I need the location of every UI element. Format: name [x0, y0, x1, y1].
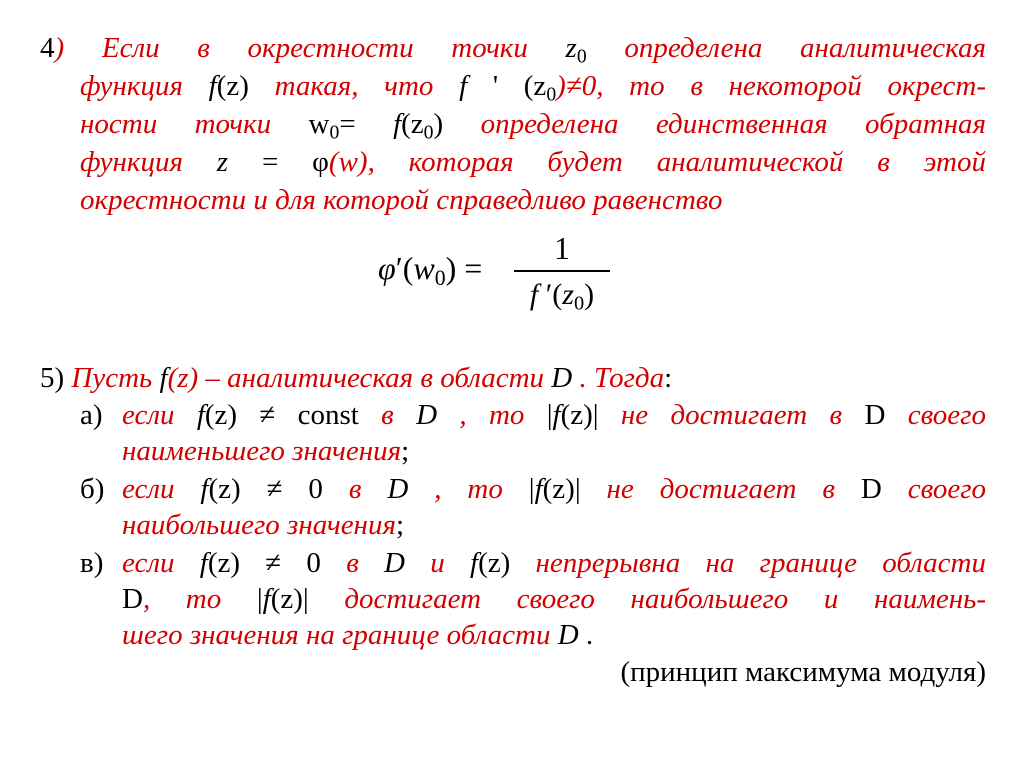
arg-z: (z) — [560, 399, 593, 431]
item4-text: определена аналитическая — [586, 32, 986, 64]
colon: : — [664, 362, 673, 394]
var-w: w — [308, 108, 330, 140]
item4-text: )≠0, то в некоторой окрест- — [556, 70, 986, 102]
var-D: D — [860, 473, 882, 505]
item4-text: определена единственная обратная — [443, 108, 986, 140]
item4-text: окрестности и для которой справедливо равенство — [80, 184, 723, 216]
var-D: D — [551, 362, 573, 394]
var-phi: φ — [312, 146, 329, 178]
item4-paren: ) — [54, 32, 65, 64]
abs-bar: | — [256, 583, 263, 615]
paren: ( — [402, 250, 414, 286]
numerator-value: 1 — [554, 230, 570, 266]
text: , то — [142, 583, 257, 615]
var-D: D — [864, 399, 886, 431]
not-zero: ≠ 0 — [240, 473, 349, 505]
arg-z: (z) — [208, 473, 241, 505]
abs-bar: | — [302, 583, 309, 615]
var-f: f — [534, 473, 543, 505]
arg-z: (z) — [270, 583, 303, 615]
text: и — [405, 547, 471, 579]
item5-text: (z) – аналитическая в области — [167, 362, 552, 394]
var-D: D — [557, 619, 579, 651]
item5-number: 5 — [40, 362, 55, 394]
text: если — [122, 547, 200, 579]
var-f: f — [459, 70, 493, 102]
sub-item-a-line1 — [122, 397, 986, 433]
formula-lhs — [378, 250, 482, 291]
subscript: 0 — [434, 266, 446, 291]
var-f: f — [393, 108, 402, 140]
equals-sign: = — [456, 250, 483, 286]
var-f: f — [196, 399, 205, 431]
text: в — [348, 473, 388, 505]
principle-caption: (принцип максимума модуля) — [620, 656, 986, 688]
text: , то — [437, 399, 547, 431]
arg-z: (z) — [207, 547, 241, 579]
abs-bar: | — [592, 399, 599, 431]
sub-item-c-line1 — [122, 545, 986, 581]
item5-paren: ) — [54, 362, 65, 394]
item4-text: (w), которая будет аналитической в этой — [328, 146, 987, 178]
semicolon: ; — [401, 435, 410, 467]
text: не достигает в — [598, 399, 865, 431]
arg-z: (z — [401, 108, 424, 140]
equals-sign: = — [228, 146, 313, 178]
var-f: f — [552, 399, 561, 431]
var-f: f — [208, 70, 217, 102]
item5-text: Пусть — [71, 362, 160, 394]
period: . — [578, 619, 594, 651]
fraction-numerator — [514, 230, 610, 267]
sub-item-a-line2 — [122, 433, 409, 469]
arg-z: (z) — [542, 473, 575, 505]
var-f: f — [199, 547, 208, 579]
paren: ) — [584, 278, 595, 311]
var-z: z — [562, 278, 574, 311]
subscript: 0 — [329, 121, 340, 144]
arg-z: (z) — [204, 399, 238, 431]
text: своего — [885, 399, 986, 431]
text: наименьшего значения — [122, 435, 402, 467]
not-const: ≠ const — [237, 399, 382, 431]
equals-sign: = — [339, 108, 394, 140]
item5-intro — [40, 360, 672, 396]
var-f: f — [529, 278, 539, 311]
text: непрерывна на границе области — [510, 547, 986, 579]
sub-item-b-marker: б) — [80, 473, 105, 505]
var-f: f — [159, 362, 168, 394]
sub-item-b-line2 — [122, 507, 404, 543]
text: достигает своего наибольшего и наимень- — [308, 583, 986, 615]
item4-text: функция — [80, 146, 217, 178]
paren: ) — [445, 250, 457, 286]
item4-text: Если в окрестности точки — [101, 32, 566, 64]
text: в — [381, 399, 417, 431]
var-z: z — [216, 146, 229, 178]
text: если — [122, 399, 197, 431]
arg-z: (z) — [216, 70, 249, 102]
item5-text: . Тогда — [572, 362, 665, 394]
sub-item-c-line2 — [122, 581, 986, 617]
var-f: f — [262, 583, 271, 615]
var-z: z — [565, 32, 577, 64]
arg-z: (z) — [478, 547, 511, 579]
paren: ( — [552, 278, 563, 311]
item4-text: ности точки — [80, 108, 309, 140]
var-D: D — [416, 399, 438, 431]
var-D: D — [384, 547, 405, 579]
item4-text: такая, что — [248, 70, 460, 102]
paren: ) — [433, 108, 444, 140]
subscript: 0 — [423, 121, 434, 144]
subscript: 0 — [546, 83, 557, 106]
text: , то — [408, 473, 529, 505]
var-D: D — [387, 473, 409, 505]
abs-bar: | — [546, 399, 553, 431]
abs-bar: | — [528, 473, 535, 505]
sub-item-c-marker: в) — [80, 547, 104, 579]
text: если — [122, 473, 201, 505]
semicolon: ; — [395, 509, 404, 541]
fraction-denominator — [514, 278, 610, 316]
var-w: w — [413, 250, 435, 286]
prime-mark: ′ — [538, 278, 553, 311]
not-zero: ≠ 0 — [240, 547, 347, 579]
prime-mark: ′ — [395, 250, 403, 286]
item4-text: функция — [80, 70, 209, 102]
sub-item-c-line3 — [122, 617, 593, 653]
subscript: 0 — [573, 292, 585, 315]
subscript: 0 — [576, 45, 587, 68]
item4-line4 — [80, 144, 986, 180]
text: своего — [881, 473, 987, 505]
abs-bar: | — [574, 473, 581, 505]
phi-symbol: φ — [378, 250, 396, 286]
text: не достигает в — [580, 473, 861, 505]
item4-number: 4 — [40, 32, 55, 64]
text: в — [346, 547, 385, 579]
var-f: f — [470, 547, 479, 579]
inverse-derivative-formula — [378, 228, 638, 320]
fraction-bar — [514, 270, 610, 272]
var-f: f — [200, 473, 209, 505]
sub-item-a-marker: а) — [80, 399, 103, 431]
sub-item-b-line1 — [122, 471, 986, 507]
item4-line5 — [80, 182, 723, 218]
var-D: D — [122, 583, 143, 615]
text: шего значения на границе области — [122, 619, 558, 651]
text: наибольшего значения — [122, 509, 396, 541]
derivative-arg: ' (z — [492, 70, 547, 102]
